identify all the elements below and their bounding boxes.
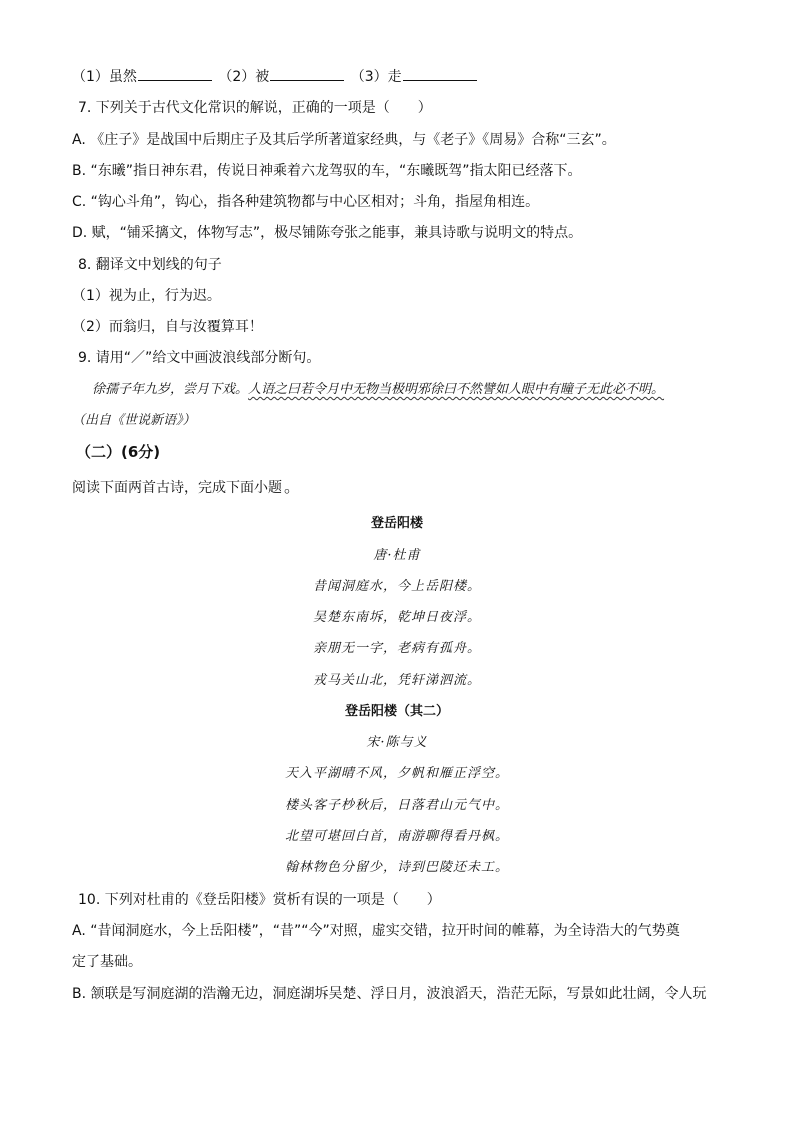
q7-option-c: C. “钩心斗角”，钩心，指各种建筑物都与中心区相对；斗角，指屋角相连。 xyxy=(72,194,540,210)
q10-option-a-cont: 定了基础。 xyxy=(72,954,142,970)
q10-stem: 10. 下列对杜甫的《登岳阳楼》赏析有误的一项是（ ） xyxy=(78,892,441,908)
poem-2-title: 登岳阳楼（其二） xyxy=(344,704,449,719)
q8-sentence-2: （2）而翁归，自与汝覆算耳！ xyxy=(72,319,263,335)
q6-blank-3[interactable] xyxy=(403,66,477,81)
poem-2-line: 北望可堪回白首，南游聊得看丹枫。 xyxy=(284,829,509,844)
poem-2-line: 天入平湖晴不风，夕帆和雁正浮空。 xyxy=(284,766,509,781)
q6-blank-1[interactable] xyxy=(138,66,212,81)
poem-1-line: 亲朋无一字，老病有孤舟。 xyxy=(312,641,481,656)
poem-2-line: 翰林物色分留少，诗到巴陵还未工。 xyxy=(284,860,509,875)
poem-1-title: 登岳阳楼 xyxy=(370,516,423,531)
q6-blank-2[interactable] xyxy=(270,66,344,81)
q8-stem: 8. 翻译文中划线的句子 xyxy=(78,257,222,273)
q10-option-a: A. “昔闻洞庭水，今上岳阳楼”，“昔”“今”对照，虚实交错，拉开时间的帷幕，为全诗浩大的气势奠 xyxy=(72,923,680,939)
q7-option-a: A. 《庄子》是战国中后期庄子及其后学所著道家经典，与《老子》《周易》合称“三玄”。 xyxy=(72,132,616,148)
q9-passage-wavy: 人语之曰若令月中无物当极明邪徐曰不然譬如人眼中有瞳子无此必不明。 xyxy=(248,382,665,397)
poem-1-line: 戎马关山北，凭轩涕泗流。 xyxy=(312,673,481,688)
poem-2-author: 宋·陈与义 xyxy=(366,735,428,750)
q6-item-1: （1）虽然 xyxy=(72,69,137,85)
poem-1-author: 唐·杜甫 xyxy=(373,548,421,563)
q9-source: （出自《世说新语》） xyxy=(72,413,196,428)
q7-option-b: B. “东曦”指日神东君，传说日神乘着六龙驾驭的车，“东曦既驾”指太阳已经落下。 xyxy=(72,163,582,179)
q6-item-3: （3）走 xyxy=(350,69,402,85)
section-2-heading: （二）(6分) xyxy=(76,443,161,461)
q7-option-d: D. 赋，“铺采摛文，体物写志”，极尽铺陈夸张之能事，兼具诗歌与说明文的特点。 xyxy=(72,225,583,241)
q7-stem: 7. 下列关于古代文化常识的解说，正确的一项是（ ） xyxy=(78,100,432,116)
q8-sentence-1: （1）视为止，行为迟。 xyxy=(72,288,221,304)
q9-stem: 9. 请用“／”给文中画波浪线部分断句。 xyxy=(78,350,321,366)
q6-fill-blanks xyxy=(72,66,479,87)
section-2-intro xyxy=(72,477,300,498)
poem-1-line: 吴楚东南坼，乾坤日夜浮。 xyxy=(312,610,481,625)
q10-option-b: B. 颔联是写洞庭湖的浩瀚无边，洞庭湖坼吴楚、浮日月，波浪滔天，浩茫无际，写景如此壮阔，令人玩 xyxy=(72,986,707,1002)
section-2-intro-text: 阅读下面两首古诗，完成下面小题 xyxy=(72,480,282,496)
section-2-intro-mark: 。 xyxy=(284,477,301,496)
q9-passage-plain: 徐孺子年九岁，尝月下戏。 xyxy=(92,382,249,397)
q6-item-2: （2）被 xyxy=(218,69,270,85)
q9-passage xyxy=(92,380,664,400)
poem-2-line: 楼头客子杪秋后，日落君山元气中。 xyxy=(284,798,509,813)
poem-1-line: 昔闻洞庭水，今上岳阳楼。 xyxy=(312,579,481,594)
